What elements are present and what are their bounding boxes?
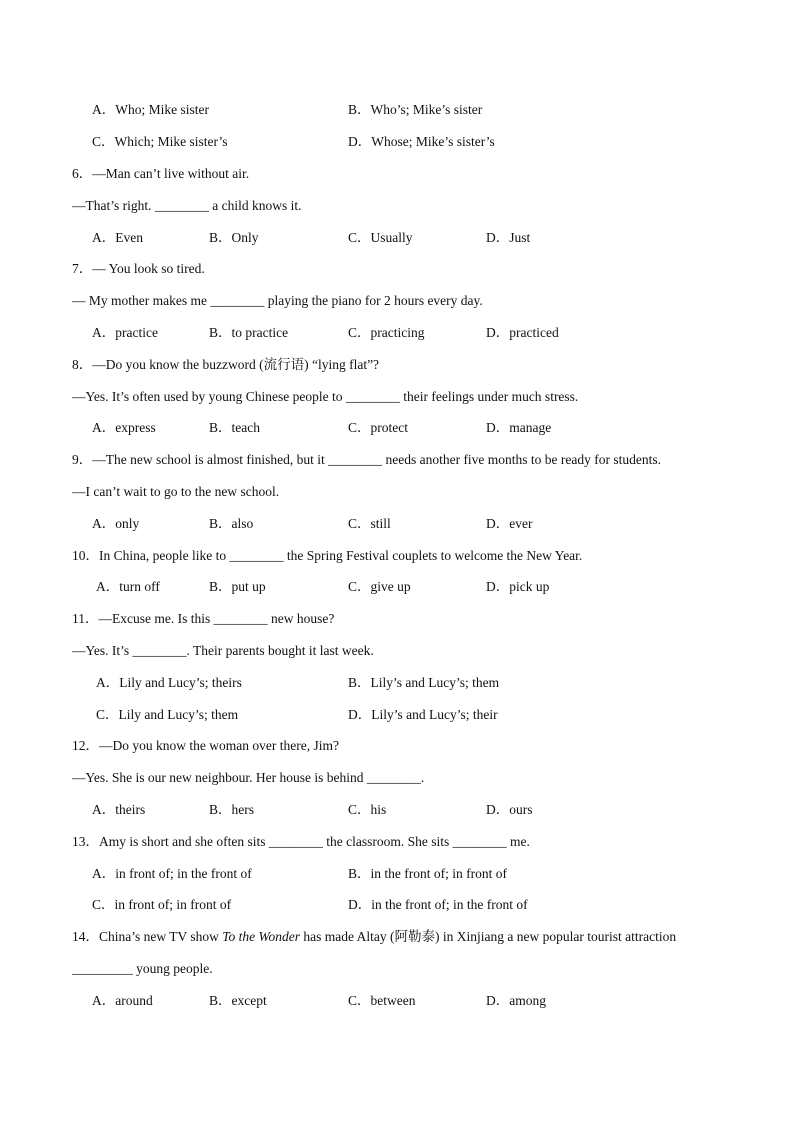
q11-option-d: D．Lily’s and Lucy’s; their [348, 707, 498, 722]
q9-prompt: 9．—The new school is almost finished, but it ________ needs another five months to be ready for students. [72, 452, 662, 467]
q14-option-d: D．among [486, 993, 546, 1008]
q8-option-b: B．teach [209, 420, 260, 435]
q11-prompt: 11．—Excuse me. Is this ________ new house? [72, 611, 335, 626]
q8-option-d: D．manage [486, 420, 552, 435]
q14-show-title: To the Wonder [222, 929, 301, 944]
q10-option-a: A．turn off [96, 579, 160, 594]
q9-option-c: C．still [348, 516, 391, 531]
q12-option-b: B．hers [209, 802, 254, 817]
q6-option-a: A．Even [92, 230, 143, 245]
q14-prompt-start: 14．China’s new TV show [72, 929, 223, 944]
q6-option-b: B．Only [209, 230, 259, 245]
q14-prompt [72, 927, 676, 947]
q7-response: — My mother makes me ________ playing the piano for 2 hours every day. [72, 293, 483, 308]
q11-option-a: A．Lily and Lucy’s; theirs [96, 675, 242, 690]
q14-option-a: A．around [92, 993, 153, 1008]
q7-option-c: C．practicing [348, 325, 425, 340]
q14-prompt-end: has made Altay (阿勒泰) in Xinjiang a new popular tourist attraction [300, 929, 677, 944]
q7-option-d: D．practiced [486, 325, 559, 340]
q8-option-a: A．express [92, 420, 156, 435]
q14-prompt-continued: _________ young people. [72, 961, 213, 976]
q12-option-d: D．ours [486, 802, 533, 817]
q12-option-c: C．his [348, 802, 387, 817]
q7-prompt: 7．— You look so tired. [72, 261, 205, 276]
q6-response: —That’s right. ________ a child knows it. [72, 198, 302, 213]
q5-option-b: B．Who’s; Mike’s sister [348, 102, 483, 117]
q10-option-b: B．put up [209, 579, 266, 594]
q10-option-d: D．pick up [486, 579, 550, 594]
q13-option-b: B．in the front of; in front of [348, 866, 507, 881]
q9-response: —I can’t wait to go to the new school. [72, 484, 280, 499]
q5-option-a: A．Who; Mike sister [92, 102, 209, 117]
q9-option-b: B．also [209, 516, 254, 531]
q13-option-c: C．in front of; in front of [92, 897, 232, 912]
q14-option-c: C．between [348, 993, 416, 1008]
q12-option-a: A．theirs [92, 802, 146, 817]
q6-option-d: D．Just [486, 230, 531, 245]
q6-prompt: 6．—Man can’t live without air. [72, 166, 250, 181]
q12-prompt: 12．—Do you know the woman over there, Jim? [72, 738, 339, 753]
q8-prompt: 8．—Do you know the buzzword (流行语) “lying flat”? [72, 357, 380, 372]
q11-option-b: B．Lily’s and Lucy’s; them [348, 675, 500, 690]
q5-option-d: D．Whose; Mike’s sister’s [348, 134, 495, 149]
q13-prompt: 13．Amy is short and she often sits ________ the classroom. She sits ________ me. [72, 834, 530, 849]
q7-option-a: A．practice [92, 325, 158, 340]
q13-option-d: D．in the front of; in the front of [348, 897, 528, 912]
q12-response: —Yes. She is our new neighbour. Her house is behind ________. [72, 770, 425, 785]
q10-option-c: C．give up [348, 579, 411, 594]
q9-option-a: A．only [92, 516, 140, 531]
q8-option-c: C．protect [348, 420, 408, 435]
q14-option-b: B．except [209, 993, 267, 1008]
q11-option-c: C．Lily and Lucy’s; them [96, 707, 239, 722]
q5-option-c: C．Which; Mike sister’s [92, 134, 228, 149]
q7-option-b: B．to practice [209, 325, 289, 340]
q11-response: —Yes. It’s ________. Their parents bought it last week. [72, 643, 374, 658]
q6-option-c: C．Usually [348, 230, 413, 245]
q13-option-a: A．in front of; in the front of [92, 866, 252, 881]
q10-prompt: 10．In China, people like to ________ the Spring Festival couplets to welcome the New Year. [72, 548, 583, 563]
q9-option-d: D．ever [486, 516, 533, 531]
q8-response: —Yes. It’s often used by young Chinese people to ________ their feelings under much stress. [72, 389, 579, 404]
